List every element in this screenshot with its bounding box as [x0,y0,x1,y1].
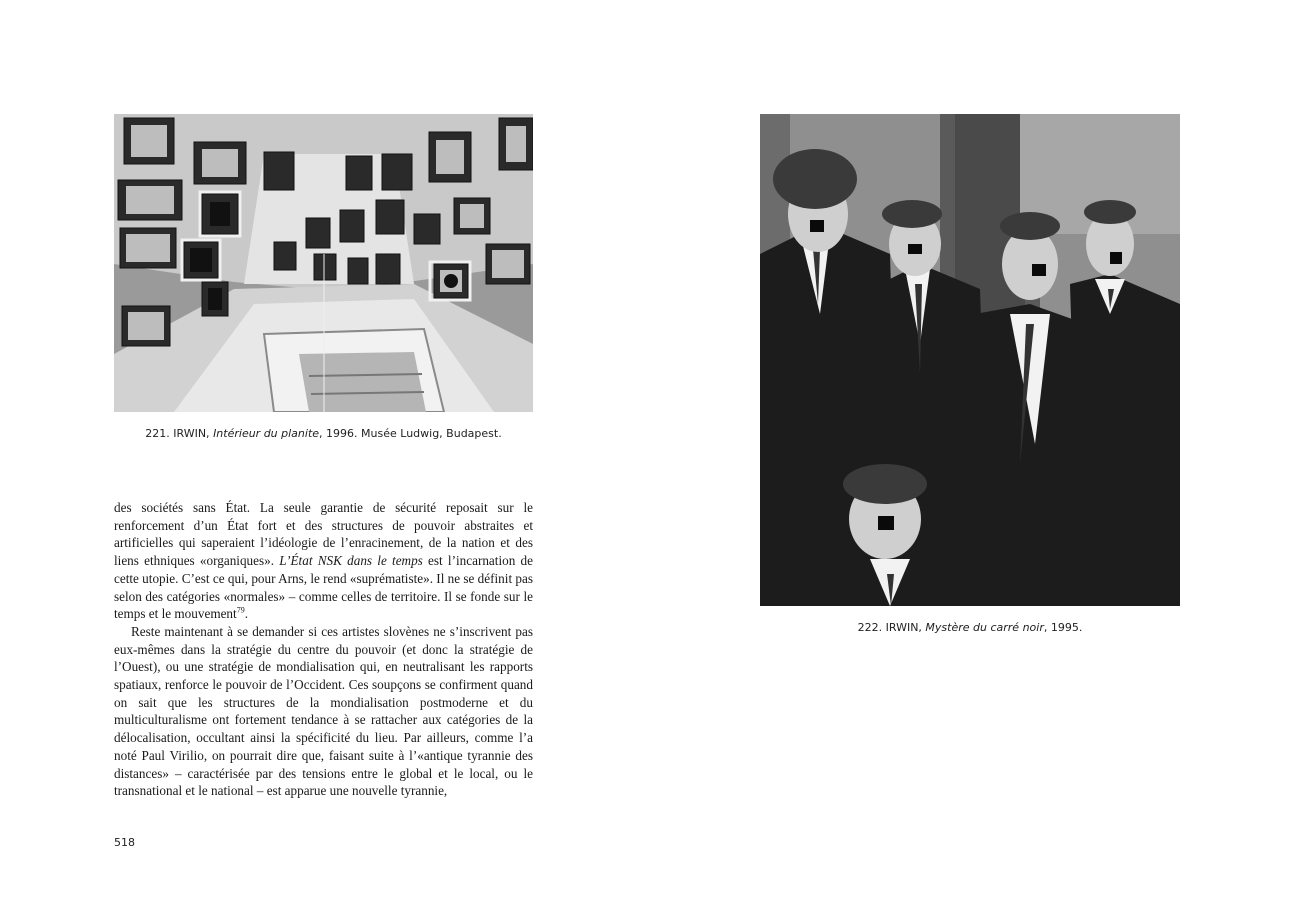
footnote-ref[interactable]: 79 [236,605,245,615]
body-text [114,499,533,800]
figure-222-caption [760,621,1180,634]
paragraph-1-text-c: . [244,606,248,622]
caption-suffix: , 1995. [1043,621,1083,634]
page-number: 518 [114,836,135,849]
paragraph-2: Reste maintenant à se demander si ces artistes slovènes ne s’inscrivent pas eux-mêmes dans la stratégie du centre du pouvoir (et donc la stratégie de l’Ouest), ou une stratégie de mondialisation qui, en neutralisant les rapports spatiaux, renforce le pouvoir de l’Occident. Ces soupçons se confirment quand on sait que les structures de la mondialisation postmoderne et du multiculturalisme ont fortement tendance à se rattacher aux catégories de la délocalisation, occultant ainsi la spécificité du lieu. Par ailleurs, comme l’a noté Paul Virilio, on pourrait dire que, faisant suite à l’«antique tyrannie des distances» – caractérisée par des tensions entre le global et le local, ou le transnational et le national – est apparue une nouvelle tyrannie, [114,623,533,799]
group-portrait-image [760,114,1180,606]
paragraph-1-text-a: des sociétés sans État. La seule garantie de sécurité reposait sur le renforcement d’un État fort et des structures de pouvoir abstraites et artificielles qui saperaient l’idéologie de l’enracinement, de la nation et des liens ethniques «organiques». [114,500,533,569]
gallery-interior-image [114,114,533,412]
work-title-italic: L’État NSK dans le temps [279,553,423,569]
paragraph-1-text-b: est l’incarnation de cette utopie. C’est ce qui, pour Arns, le rend «suprématiste». Il ne se définit pas selon des catégories «normales» – comme celles de territoire. Il se fonde sur le temps et le mouvement [114,553,533,622]
caption-title: Intérieur du planite [213,427,320,440]
figure-221-caption [114,427,533,440]
caption-suffix: , 1996. Musée Ludwig, Budapest. [319,427,502,440]
paragraph-1 [114,499,533,623]
caption-prefix: 222. IRWIN, [857,621,926,634]
caption-prefix: 221. IRWIN, [145,427,214,440]
figure-221-photo [114,114,533,412]
figure-222-photo [760,114,1180,606]
right-page [647,0,1293,913]
left-page [0,0,646,913]
caption-title: Mystère du carré noir [925,621,1044,634]
